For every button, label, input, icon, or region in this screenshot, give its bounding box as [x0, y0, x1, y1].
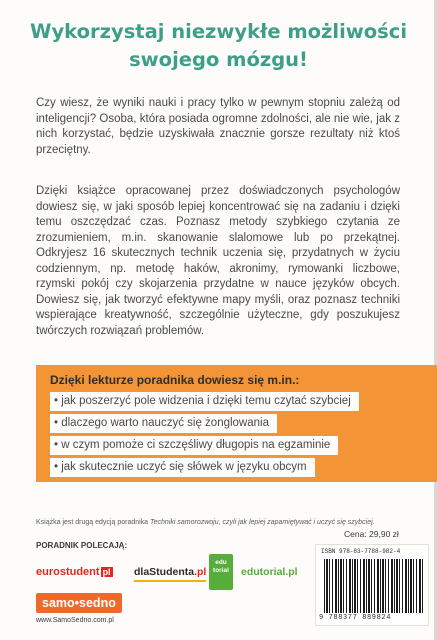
dlastudenta-logo-text: dlaStudenta [134, 566, 195, 578]
dlastudenta-logo-suffix: .pl [194, 566, 207, 578]
edition-note-prefix: Książka jest drugą edycją poradnika [36, 519, 151, 526]
edutorial-badge-line-1: edu [215, 559, 227, 566]
highlight-panel [36, 365, 437, 482]
eurostudent-logo-suffix: pl [102, 567, 111, 577]
barcode-image [324, 559, 424, 613]
edition-note [36, 518, 426, 528]
edutorial-logo: edutorial.pl [241, 566, 298, 578]
isbn-number: ISBN 978-83-7788-982-4 [321, 548, 401, 555]
highlight-heading: Dzięki lekturze poradnika dowiesz się m.in.: [50, 373, 300, 387]
dlastudenta-logo [134, 565, 206, 582]
description-paragraph: Dzięki książce opracowanej przez doświadczonych psychologów dowiesz się, w jaki sposób lepiej koncentrować się na zadaniu i dzięki temu oszczędzać czas. Poznasz metody szybkiego czytania ze zrozumieniem, m.in. skanowanie slalomowe lub po przekątnej. Odkryjesz 16 skutecznych technik uczenia się, przydatnych w życiu codziennym, np. metodę haków, akronimy, rymowanki liczbowe, rzymski pokój czy skojarzenia przydatne w nauce języków obcych. Dowiesz się, jak tworzyć efektywne mapy myśli, oraz poznasz techniki wspierające kreatywność, szczególnie użyteczne, gdy poszukujesz twórczych rozwiązań problemów. [36, 185, 400, 337]
highlight-item: • w czym pomoże ci szczęśliwy długopis na egzaminie [50, 436, 338, 455]
eurostudent-logo [36, 565, 113, 580]
highlight-item: • dlaczego warto nauczyć się żonglowania [50, 414, 277, 433]
highlight-item: • jak poszerzyć pole widzenia i dzięki temu czytać szybciej [50, 392, 359, 411]
barcode-digits: 9 788377 889824 [319, 614, 392, 622]
eurostudent-logo-text: eurostudent [36, 566, 100, 578]
edutorial-badge-line-2: torial [213, 567, 229, 574]
heading-line-2: swojego mózgu! [129, 48, 308, 71]
samo-sedno-logo: samo•sedno [36, 593, 122, 613]
edutorial-badge [209, 554, 233, 590]
heading-line-1: Wykorzystaj niezwykłe możliwości [29, 20, 408, 43]
recommends-label: PORADNIK POLECAJĄ: [36, 541, 128, 550]
highlight-item: • jak skutecznie uczyć się słówek w języku obcym [50, 458, 315, 477]
cover-heading [0, 18, 437, 74]
previous-book-title: Techniki samorozwoju, czyli jak lepiej zapamiętywać i uczyć się szybciej. [150, 519, 375, 526]
publisher-url: www.SamoSedno.com.pl [36, 617, 114, 624]
intro-paragraph: Czy wiesz, że wyniki nauki i pracy tylko w pewnym stopniu zależą od inteligencji? Osoba, która posiada ogromne zdolności, ale nie wie, jak z nich korzystać, będzie uzyskiwała znacznie gorsze rezultaty niż ktoś przeciętny. [36, 97, 400, 156]
isbn-barcode-block [315, 544, 429, 626]
price-label: Cena: 29,90 zł [344, 529, 399, 539]
